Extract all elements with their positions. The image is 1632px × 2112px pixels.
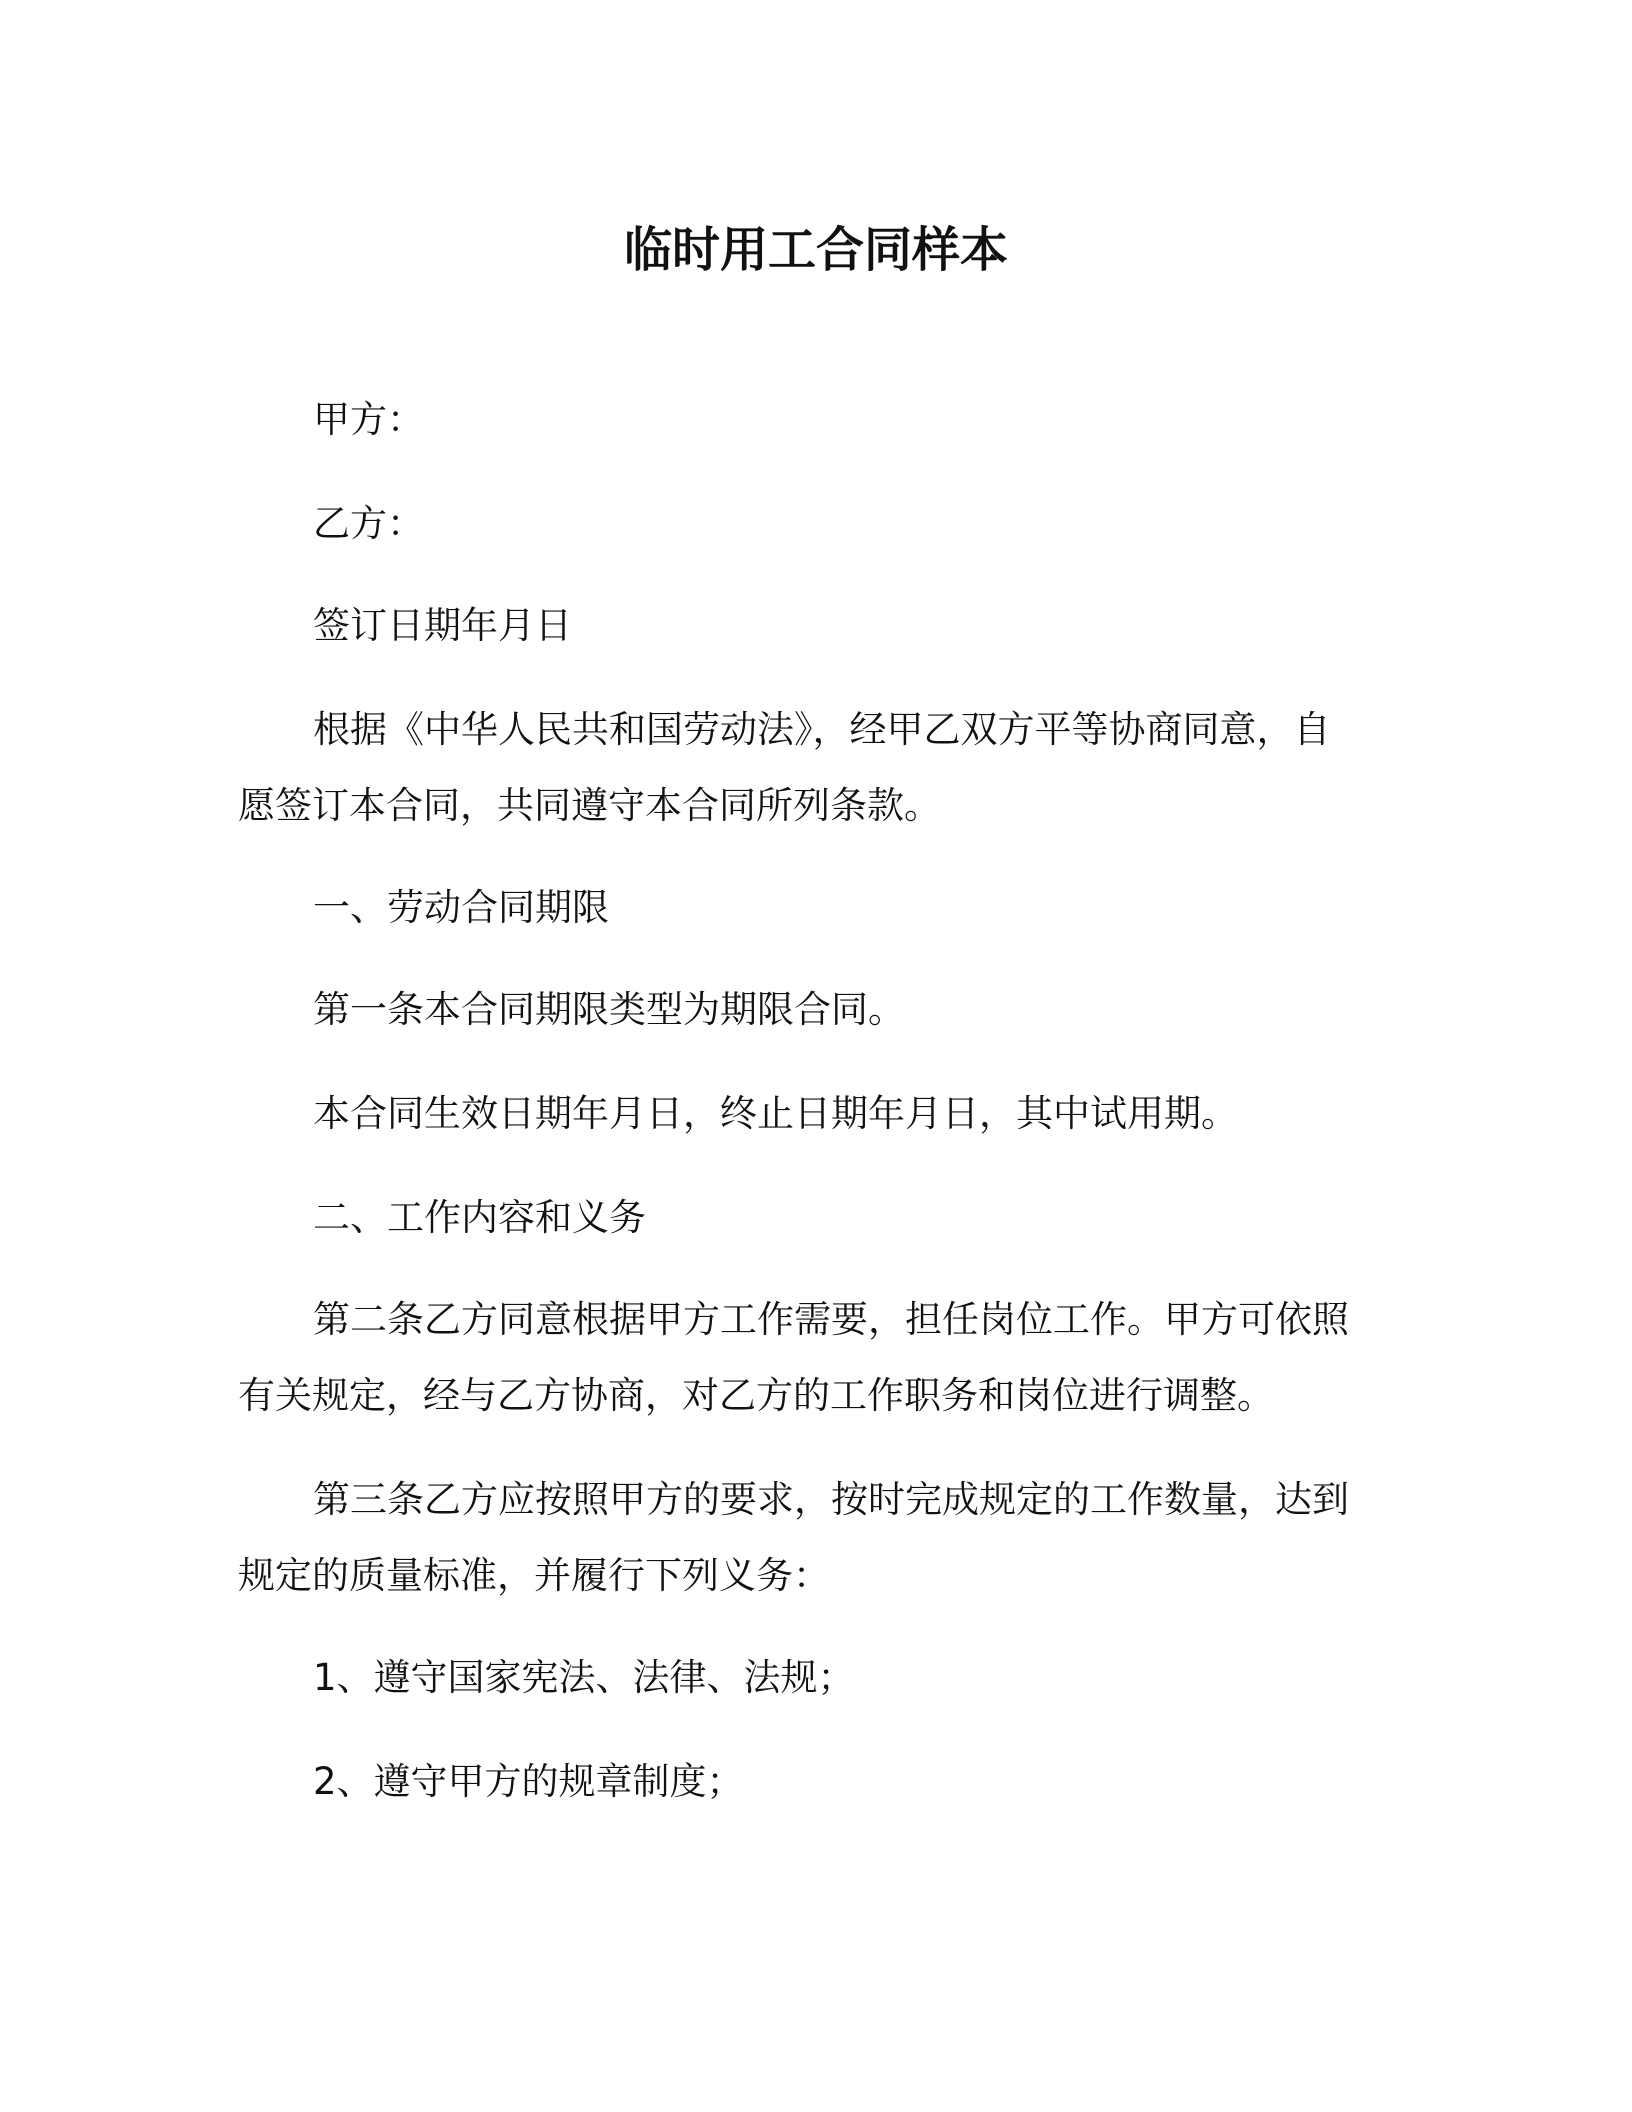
article-3-line-1: 第三条乙方应按照甲方的要求，按时完成规定的工作数量，达到	[313, 1478, 1349, 1521]
duty-item-2: 2、遵守甲方的规章制度；	[313, 1760, 744, 1803]
preamble-line-1: 根据《中华人民共和国劳动法》，经甲乙双方平等协商同意，自	[313, 708, 1331, 751]
sign-date-line: 签订日期年月日	[313, 604, 572, 647]
duty-item-1: 1、遵守国家宪法、法律、法规；	[313, 1656, 855, 1699]
article-3-line-2: 规定的质量标准，并履行下列义务：	[238, 1554, 830, 1597]
preamble-line-2: 愿签订本合同，共同遵守本合同所列条款。	[238, 784, 941, 827]
article-1-dates: 本合同生效日期年月日，终止日期年月日，其中试用期。	[313, 1092, 1238, 1135]
article-2-line-2: 有关规定，经与乙方协商，对乙方的工作职务和岗位进行调整。	[238, 1374, 1274, 1417]
party-b-label: 乙方：	[313, 502, 424, 545]
article-2-line-1: 第二条乙方同意根据甲方工作需要，担任岗位工作。甲方可依照	[313, 1298, 1349, 1341]
party-a-label: 甲方：	[313, 398, 424, 441]
section-2-heading: 二、工作内容和义务	[313, 1196, 646, 1239]
section-1-heading: 一、劳动合同期限	[313, 886, 609, 929]
article-1: 第一条本合同期限类型为期限合同。	[313, 988, 905, 1031]
document-title: 临时用工合同样本	[623, 222, 1008, 278]
